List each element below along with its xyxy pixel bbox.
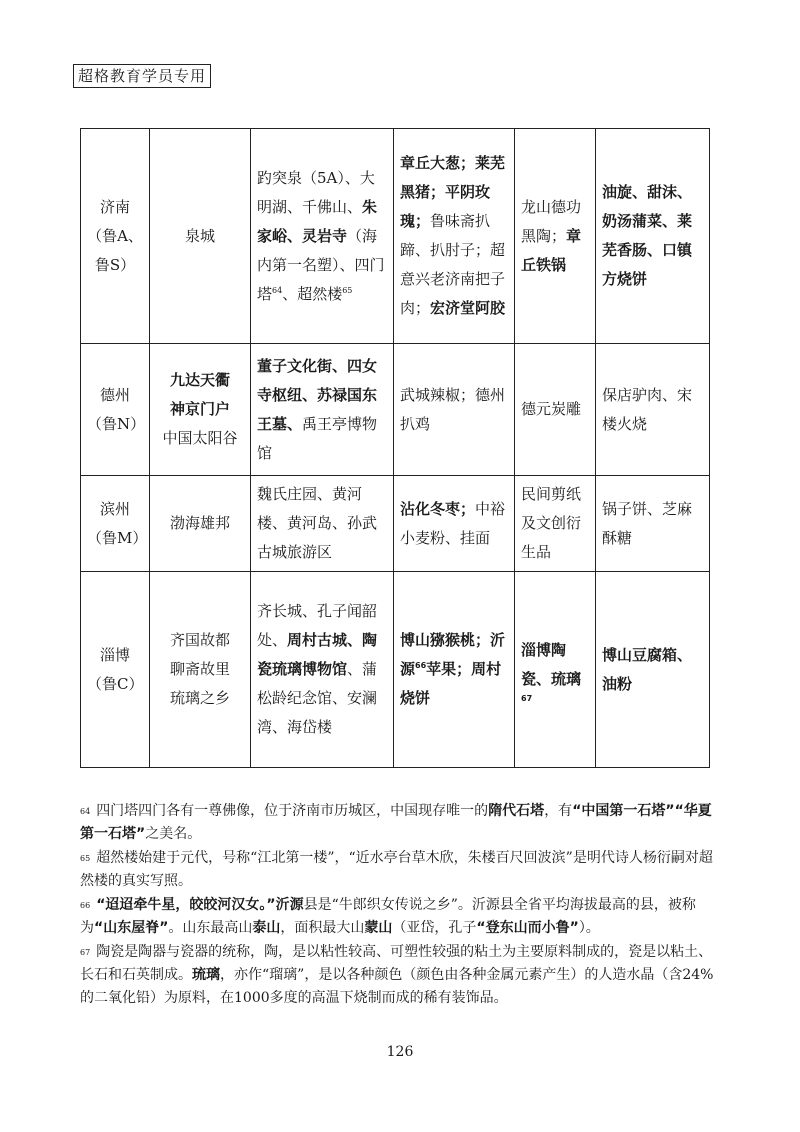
footnote-text: 四门塔四门各有一尊佛像，位于济南市历城区，中国现存唯一的 <box>96 803 489 819</box>
footnote-ref: 64 <box>272 285 283 295</box>
food-cell <box>596 344 710 476</box>
footnote-64 <box>80 800 720 846</box>
title-cell <box>150 129 251 344</box>
footnote-text: ）。 <box>578 920 600 936</box>
footnote-bold: 隋代石塔 <box>488 803 545 819</box>
city-cell <box>81 476 150 572</box>
footnote-text: ，有 <box>544 803 573 819</box>
sights-bold: 周村古城、陶瓷琉璃博物馆 <box>257 631 378 678</box>
footnote-text: 之美名。 <box>145 826 202 842</box>
title-cell <box>150 344 251 476</box>
footnote-bold: “山东屋脊” <box>94 920 169 936</box>
city-title: 渤海雄邦 <box>169 514 230 532</box>
produce-bold: 宏济堂阿胶 <box>430 299 506 317</box>
sights-text: （海内第一名塑）、四门塔 <box>257 226 385 303</box>
city-abbr: （鲁A、 <box>87 226 143 245</box>
footnote-text: 。山东最高山 <box>168 920 253 936</box>
food-text: 油旋、甜沫、奶汤蒲菜、莱芜香肠、口镇方烧饼 <box>602 183 693 288</box>
city-name: 滨州 <box>99 499 130 518</box>
sights-cell <box>251 129 394 344</box>
sights-cell <box>251 572 394 768</box>
city-name: 济南 <box>99 197 130 216</box>
food-text: 博山豆腐箱、油粉 <box>602 645 693 693</box>
city-title: 泉城 <box>184 226 215 245</box>
produce-cell <box>394 476 515 572</box>
food-cell <box>596 129 710 344</box>
city-table <box>80 128 710 768</box>
footnote-ref: 66 <box>415 661 427 670</box>
craft-cell <box>515 572 596 768</box>
footnote-bold: “中国第一石塔”“华夏第一石塔” <box>80 803 712 842</box>
craft-cell <box>515 129 596 344</box>
craft-text: 龙山德功黑陶； <box>521 197 582 245</box>
produce-bold: 章丘大葱；莱芜黑猪；平阴玫瑰； <box>400 154 506 230</box>
sights-text: 魏氏庄园、黄河楼、黄河岛、孙武古城旅游区 <box>257 485 378 561</box>
city-title: 中国太阳谷 <box>162 429 238 447</box>
header-label: 超格教育学员专用 <box>73 64 211 88</box>
sights-bold: 朱家峪、灵岩寺 <box>257 197 378 245</box>
city-title: 聊斋故里 <box>169 660 230 678</box>
footnote-67 <box>80 941 720 1010</box>
city-title: 神京门户 <box>169 400 230 418</box>
food-text: 保店驴肉、宋楼火烧 <box>602 385 693 433</box>
footnote-bold: 泰山 <box>252 920 281 936</box>
craft-bold: 章丘铁锅 <box>521 226 582 274</box>
footnote-66 <box>80 894 720 940</box>
footnote-ref: 67 <box>521 693 533 703</box>
sights-cell <box>251 476 394 572</box>
food-cell <box>596 572 710 768</box>
footnote-text: ，面积最大山 <box>280 920 365 936</box>
city-title: 琉璃之乡 <box>169 689 230 707</box>
footnote-bold: “迢迢牵牛星，皎皎河汉女。”沂源 <box>96 897 304 913</box>
craft-cell <box>515 476 596 572</box>
footnote-number: 66 <box>80 901 91 910</box>
footnote-bold: 蒙山 <box>364 920 393 936</box>
produce-text: 武城辣椒；德州扒鸡 <box>400 385 506 433</box>
sights-text: 、超然楼 <box>282 284 343 303</box>
produce-bold: 沾化冬枣； <box>400 499 476 518</box>
title-cell <box>150 572 251 768</box>
table-row <box>81 129 710 344</box>
footnote-text: （亚岱，孔子 <box>392 920 477 936</box>
footnote-text: 县是“牛郎织女传说之乡”。沂源县全省平均海拔最高的县，被称为 <box>80 897 696 936</box>
title-cell <box>150 476 251 572</box>
footnote-65 <box>80 847 720 893</box>
produce-cell <box>394 129 515 344</box>
sights-text: 、蒲松龄纪念馆、安澜湾、海岱楼 <box>257 660 378 736</box>
craft-cell <box>515 344 596 476</box>
sights-text: 禹王亭博物馆 <box>257 414 378 462</box>
sights-cell <box>251 344 394 476</box>
city-title: 九达天衢 <box>169 371 230 389</box>
food-cell <box>596 476 710 572</box>
sights-text: 齐长城、孔子闻韶处、 <box>257 602 378 649</box>
sights-bold: 董子文化街、四女寺枢纽、苏禄国东王墓、 <box>257 356 378 433</box>
city-name: 德州 <box>99 385 130 404</box>
produce-cell <box>394 572 515 768</box>
page-number: 126 <box>386 1044 414 1060</box>
footnote-number: 67 <box>80 948 91 957</box>
footnote-ref: 65 <box>342 285 353 295</box>
produce-text: 博山猕猴桃；沂源 <box>400 631 506 678</box>
footnote-number: 65 <box>80 854 91 863</box>
city-name: 淄博 <box>99 645 130 664</box>
footnote-bold: 琉璃 <box>192 967 220 983</box>
table-row <box>81 344 710 476</box>
produce-text: 鲁味斋扒蹄、扒肘子；超意兴老济南把子肉； <box>400 212 506 317</box>
city-abbr: 鲁S） <box>94 255 136 274</box>
city-title: 齐国故都 <box>169 631 230 649</box>
craft-text: 德元炭雕 <box>521 400 582 418</box>
craft-text: 淄博陶瓷、琉璃 <box>521 640 582 688</box>
city-abbr: （鲁C） <box>87 674 144 693</box>
produce-cell <box>394 344 515 476</box>
produce-text: 苹果；周村烧饼 <box>400 660 502 707</box>
table-row <box>81 476 710 572</box>
footnotes <box>80 800 720 1011</box>
city-abbr: （鲁N） <box>87 414 146 433</box>
footnote-text: 超然楼始建于元代，号称“江北第一楼”，“近水亭台草木欣，朱楼百尺回波滨”是明代诗人杨衍嗣对超然楼的真实写照。 <box>80 850 713 889</box>
footnote-text: ，亦作“瑠璃”，是以各种颜色（颜色由各种金属元素产生）的人造水晶（含24%的二氧化铅）为原料，在1000多度的高温下烧制而成的稀有装饰品。 <box>80 967 714 1006</box>
footnote-text: 陶瓷是陶器与瓷器的统称，陶，是以粘性较高、可塑性较强的粘土为主要原料制成的，瓷是以粘土、长石和石英制成。 <box>80 944 713 983</box>
city-cell <box>81 129 150 344</box>
footnote-number: 64 <box>80 807 91 816</box>
footnote-bold: “登东山而小鲁” <box>476 920 579 936</box>
craft-text: 民间剪纸及文创衍生品 <box>521 485 582 561</box>
sights-text: 趵突泉（5A）、大明湖、千佛山、 <box>257 168 375 216</box>
produce-text: 中裕小麦粉、挂面 <box>400 499 506 547</box>
city-cell <box>81 572 150 768</box>
city-cell <box>81 344 150 476</box>
table-row <box>81 572 710 768</box>
food-text: 锅子饼、芝麻酥糖 <box>602 499 693 547</box>
city-abbr: （鲁M） <box>87 528 148 547</box>
